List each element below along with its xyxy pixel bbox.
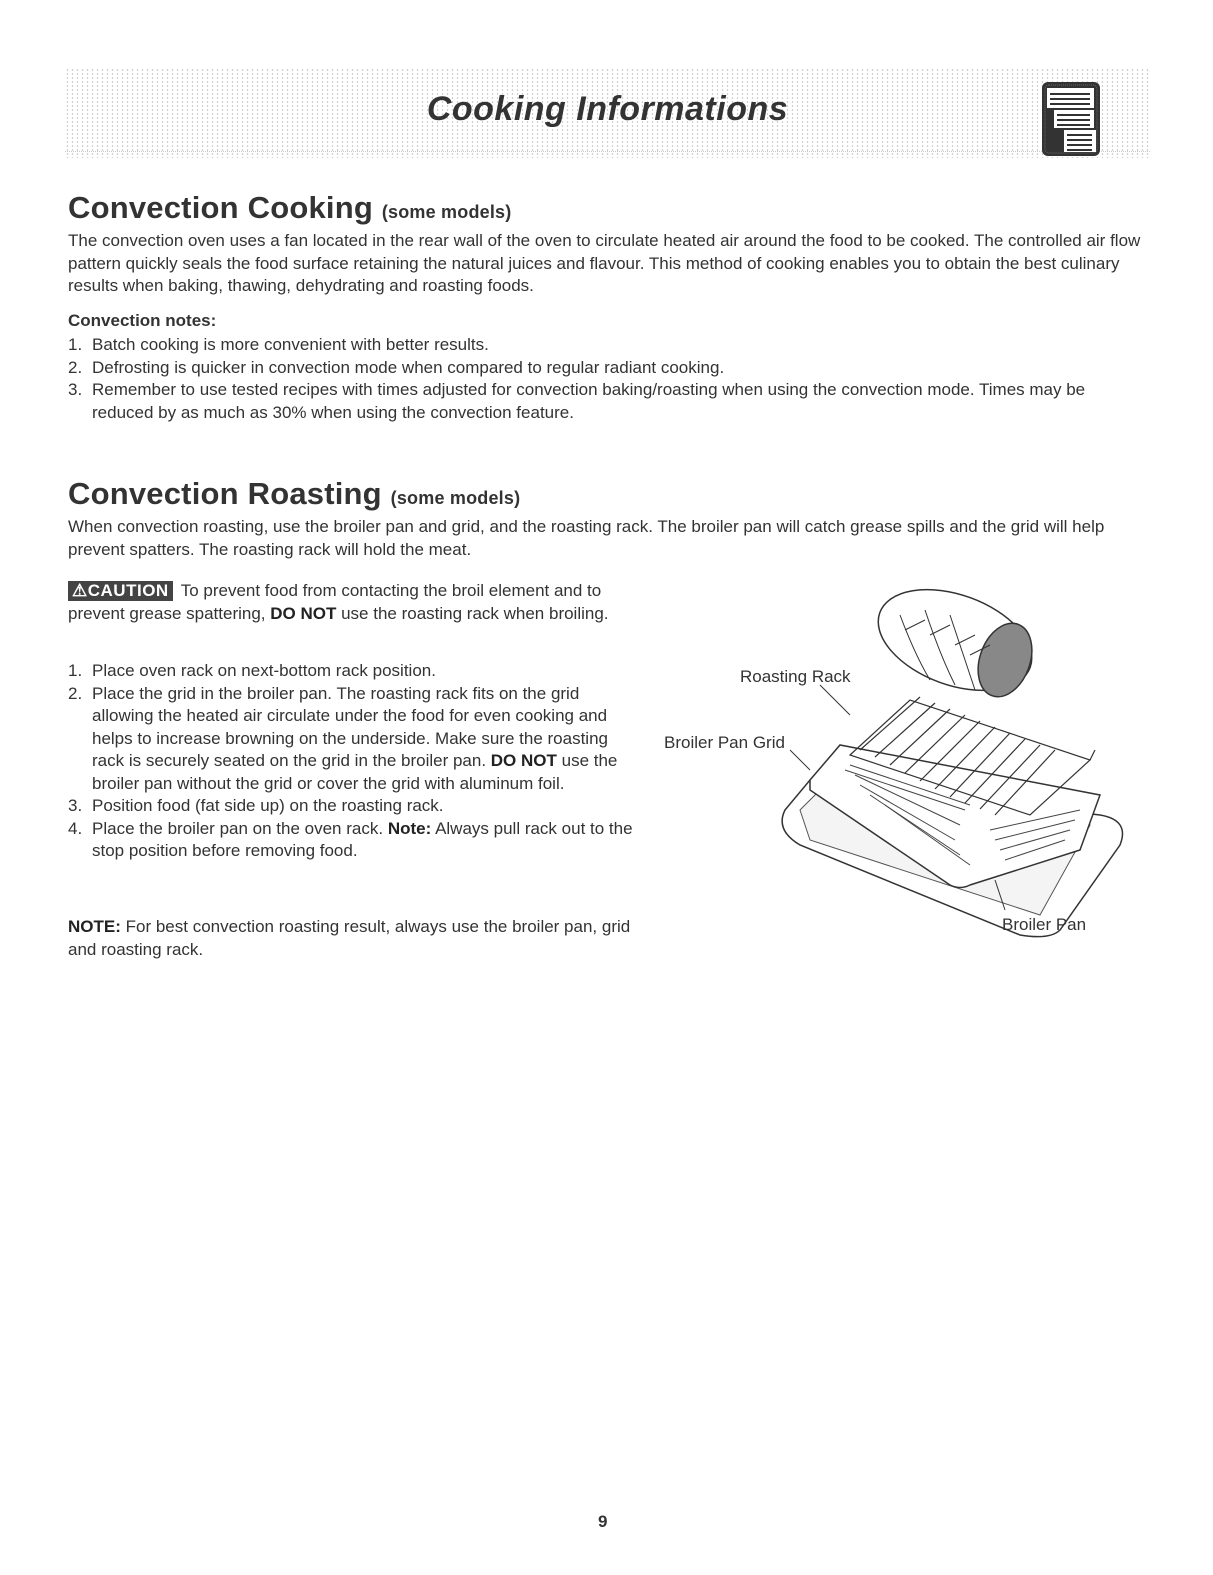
list-item: 1. Batch cooking is more convenient with better results.	[68, 335, 489, 354]
broiler-pan-diagram-icon	[660, 585, 1130, 945]
page-header-title: Cooking Informations	[426, 90, 789, 128]
convection-cooking-paragraph: The convection oven uses a fan located in the rear wall of the oven to circulate heated air around the food to be cooked. The controlled air flow pattern quickly seals the food surface retaining the natural juices and flavour. This method of cooking enables you to obtain the best culinary results when baking, thawing, dehydrating and roasting foods.	[68, 231, 1141, 295]
document-pages-icon	[1040, 80, 1102, 158]
convection-cooking-title: Convection Cooking	[68, 190, 373, 225]
roasting-note: NOTE: For best convection roasting result, always use the broiler pan, grid and roasting rack.	[68, 917, 631, 959]
convection-roasting-paragraph: When convection roasting, use the broiler pan and grid, and the roasting rack. The broiler pan will catch grease spills and the grid will help prevent spatters. The roasting rack will hold the meat.	[68, 517, 1105, 559]
convection-notes-heading: Convection notes:	[68, 311, 217, 330]
convection-notes-list	[68, 334, 1148, 424]
broiler-pan-illustration	[660, 585, 1130, 945]
caution-badge: ⚠CAUTION	[68, 581, 173, 601]
convection-roasting-title: Convection Roasting	[68, 476, 382, 511]
roasting-rack-label: Roasting Rack	[740, 667, 851, 686]
page-number: 9	[598, 1512, 608, 1531]
broiler-pan-grid-label: Broiler Pan Grid	[664, 733, 785, 752]
list-item: 2. Defrosting is quicker in convection mode when compared to regular radiant cooking.	[68, 357, 725, 377]
broiler-pan-label: Broiler Pan	[1002, 915, 1087, 934]
convection-roasting-heading	[68, 476, 520, 512]
convection-cooking-subtitle: (some models)	[381, 202, 512, 222]
warning-triangle-icon: ⚠	[72, 581, 88, 600]
header-banner	[65, 68, 1150, 158]
roasting-steps-list	[68, 660, 640, 863]
list-item: 2. Place the grid in the broiler pan. The roasting rack fits on the grid allowing the heated air circulate under the food for even cooking and helps to increase browning on the underside. Make sure the roasting rack is securely seated on the grid in the broiler pan. DO NOT use the broiler pan without the grid or cover the grid with aluminum foil.	[68, 683, 618, 793]
convection-cooking-heading	[68, 190, 511, 226]
list-item: 3. Remember to use tested recipes with times adjusted for convection baking/roasting when using the convection mode. Times may be reduced by as much as 30% when using the convection feature.	[68, 380, 1086, 422]
list-item: 4. Place the broiler pan on the oven rack. Note: Always pull rack out to the stop position before removing food.	[68, 818, 633, 860]
list-item: 3. Position food (fat side up) on the roasting rack.	[68, 796, 444, 815]
caution-notice: ⚠CAUTION To prevent food from contacting the broil element and to prevent grease spattering, DO NOT use the roasting rack when broiling.	[68, 581, 609, 623]
list-item: 1. Place oven rack on next-bottom rack position.	[68, 661, 436, 680]
convection-roasting-subtitle: (some models)	[390, 488, 521, 508]
